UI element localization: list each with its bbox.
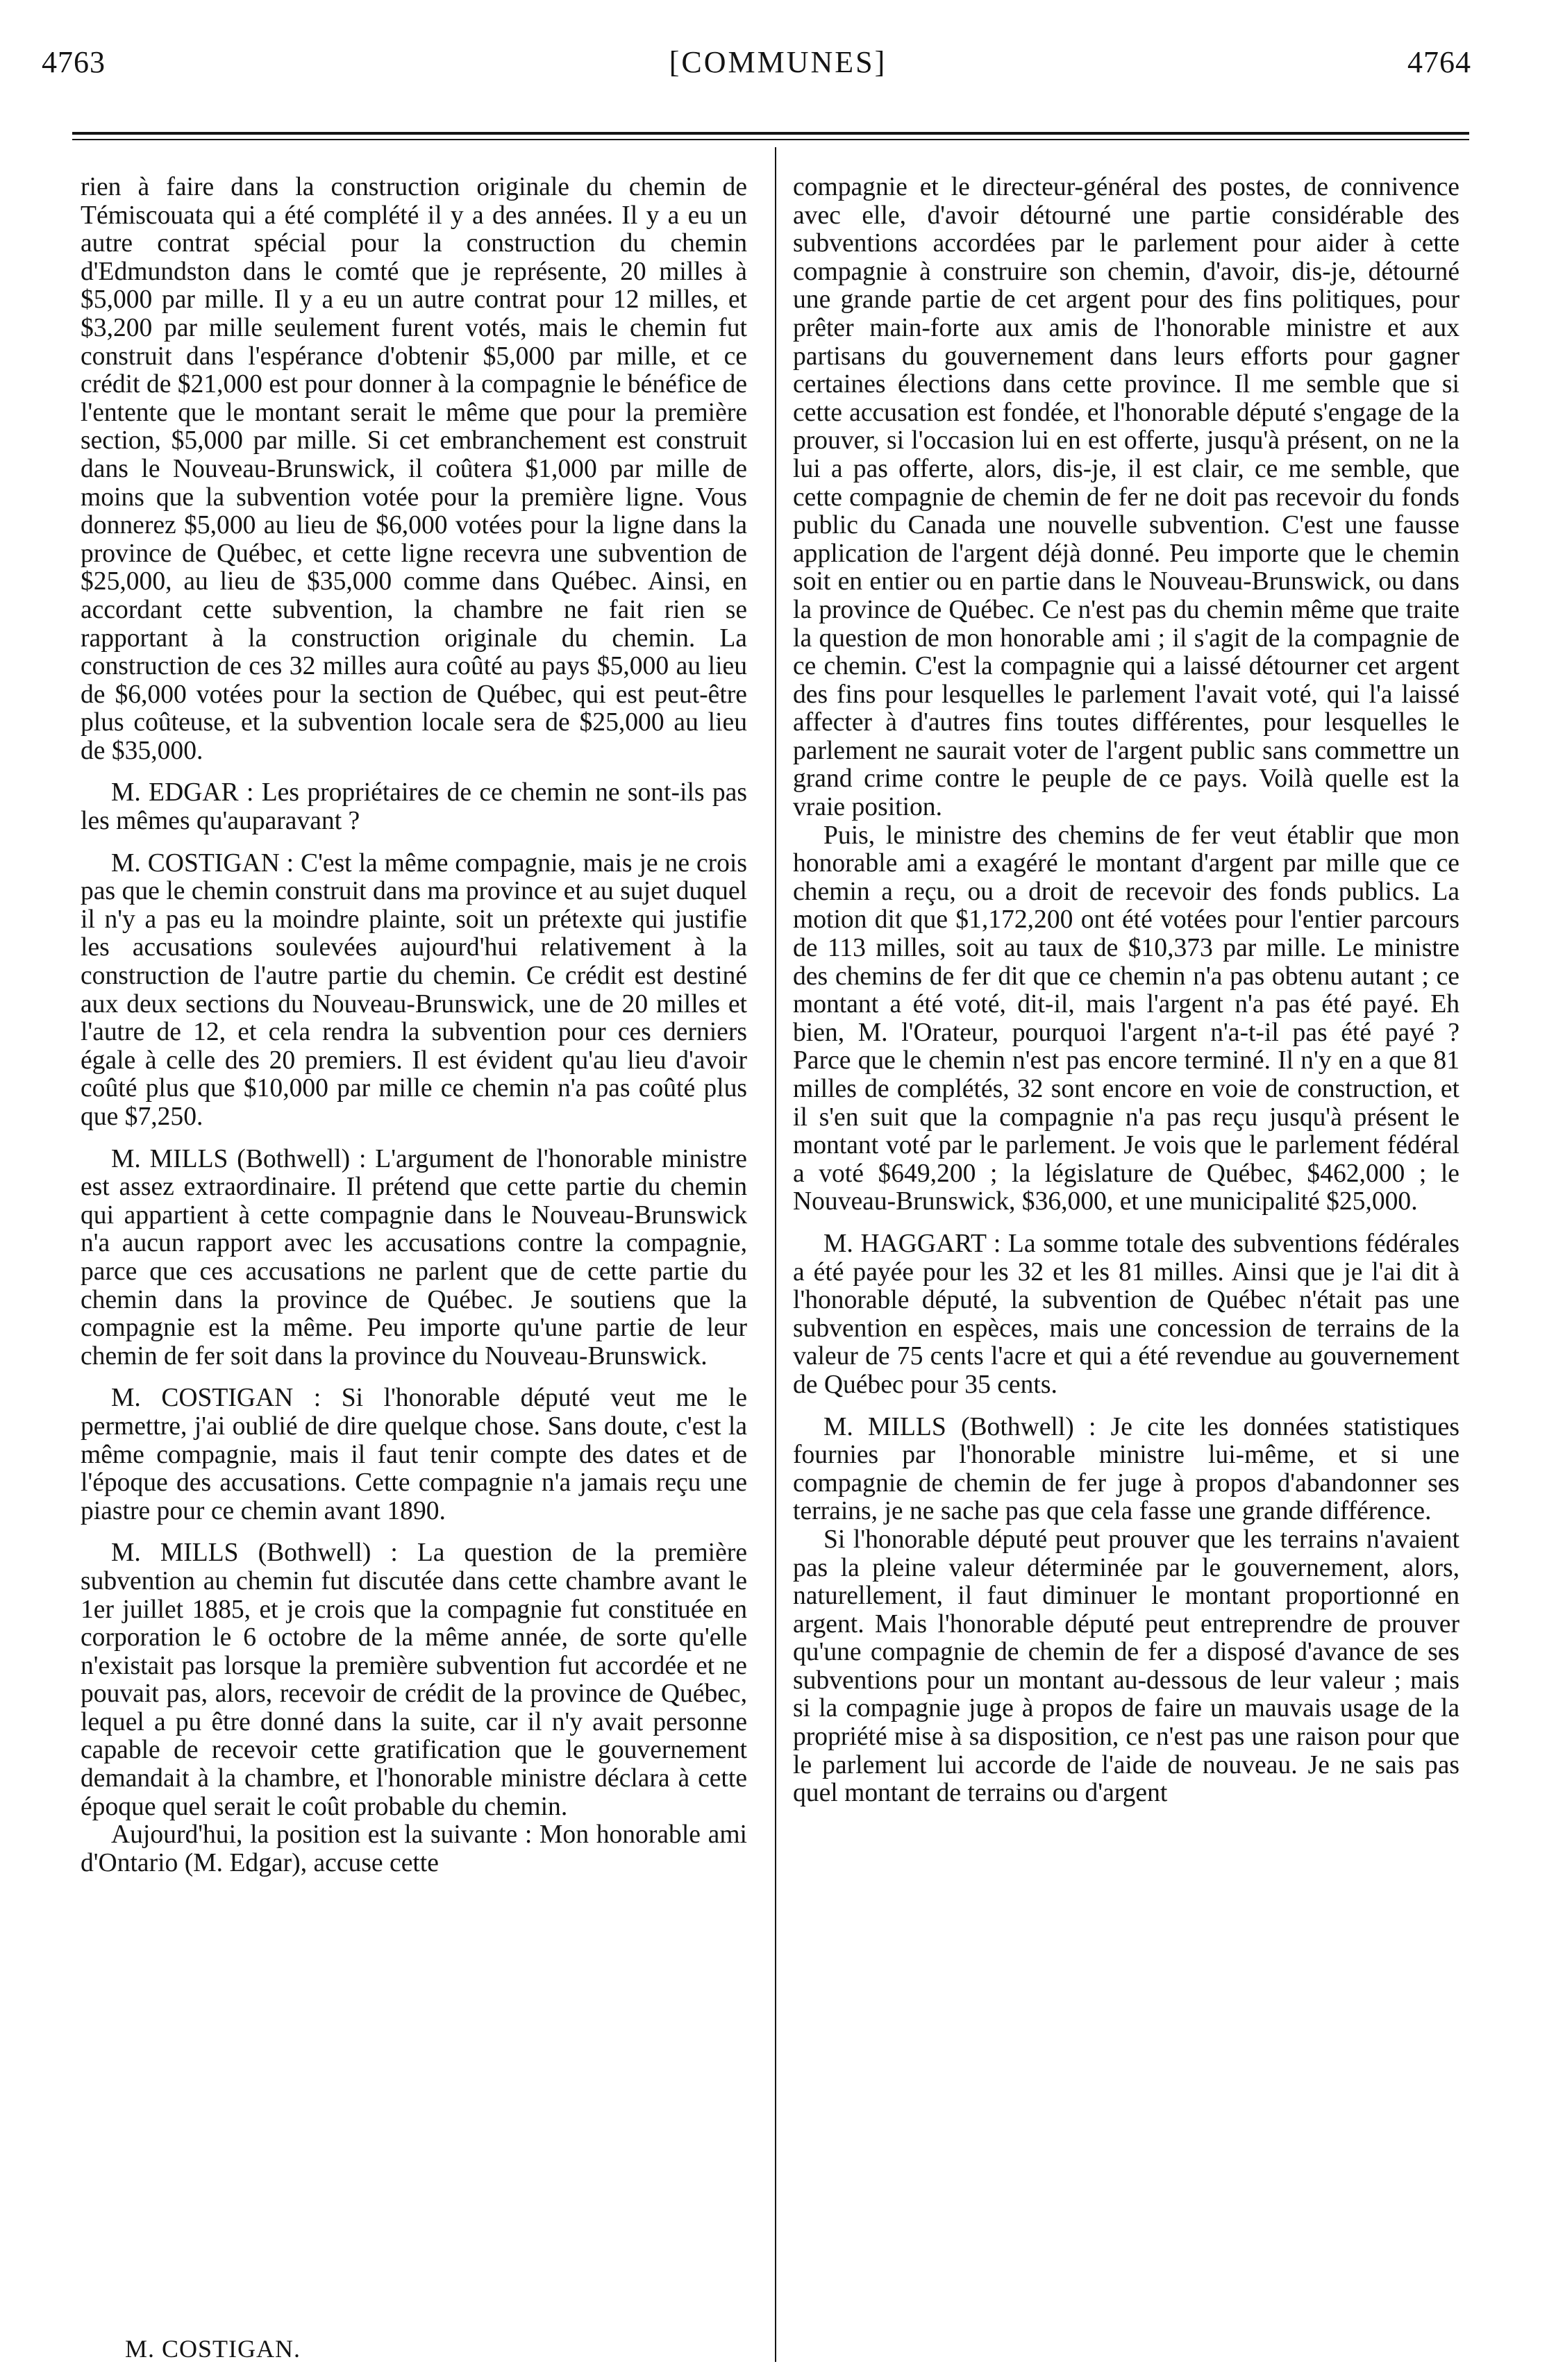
page-number-left: 4763 [42, 45, 106, 79]
header-rule-thick [72, 132, 1469, 135]
paragraph: M. COSTIGAN : C'est la même compagnie, mais je ne crois pas que le chemin construit dans ma province et au sujet duquel il n'y a pas eu la moindre plainte, soit un prétexte qui justifie les accusations soulevées aujourd'hui relativement à la construction de l'autre partie du chemin. Ce crédit est destiné aux deux sections du Nouveau-Brunswick, une de 20 milles et l'autre de 12, et cela rendra la subvention pour ces derniers égale à celle des 20 premiers. Il est évident qu'au lieu d'avoir coûté plus que $10,000 par mille ce chemin n'a pas coûté plus que $7,250. [81, 848, 747, 1131]
header-rule-thin [72, 139, 1469, 140]
page-footer-catchword: M. COSTIGAN. [125, 2335, 301, 2363]
page-number-right: 4764 [1407, 45, 1471, 79]
left-column [81, 174, 747, 1877]
paragraph: M. MILLS (Bothwell) : La question de la première subvention au chemin fut discutée dans cette chambre avant le 1er juillet 1885, et je crois que la compagnie fut constituée en corporation le 6 octobre de la même année, de sorte qu'elle n'existait pas lorsque la première subvention fut accordée et ne pouvait pas, alors, recevoir de crédit de la province de Québec, lequel a pu être donné dans la suite, car il n'y avait personne capable de recevoir cette gratification que le gouvernement demandait à la chambre, et l'honorable ministre déclara à cette époque quel serait le coût probable du chemin. [81, 1539, 747, 1821]
paragraph: Puis, le ministre des chemins de fer veut établir que mon honorable ami a exagéré le montant d'argent par mille que ce chemin a reçu, ou a droit de recevoir des fonds publics. La motion dit que $1,172,200 ont été votées pour l'entier parcours de 113 milles, soit au taux de $10,373 par mille. Le ministre des chemins de fer dit que ce chemin n'a pas obtenu autant ; ce montant a été voté, dit-il, mais l'argent n'a pas été payé. Eh bien, M. l'Orateur, pourquoi l'argent n'a-t-il pas été payé ? Parce que le chemin n'est pas encore terminé. Il n'y en a que 81 milles de complétés, 32 sont encore en voie de construction, et il s'en suit que la compagnie n'a pas reçu jusqu'à présent le montant voté par le parlement. Je vois que le parlement fédéral a voté $649,200 ; la législature de Québec, $462,000 ; le Nouveau-Brunswick, $36,000, et une municipalité $25,000. [793, 821, 1459, 1216]
paragraph: M. MILLS (Bothwell) : Je cite les données statistiques fournies par l'honorable ministre lui-même, et si une compagnie de chemin de fer juge à propos d'abandonner ses terrains, je ne sache pas que cela fasse une grande différence. [793, 1412, 1459, 1526]
paragraph: Si l'honorable député peut prouver que les terrains n'avaient pas la pleine valeur déterminée par le gouvernement, alors, naturellement, il faut diminuer le montant proportionné en argent. Mais l'honorable député peut entreprendre de prouver qu'une compagnie de chemin de fer a disposé d'avance de ses subventions pour un montant au-dessous de leur valeur ; mais si la compagnie juge à propos de faire un mauvais usage de la propriété mise à sa disposition, ce n'est pas une raison pour que le parlement lui accorde de l'aide de nouveau. Je ne sais pas quel montant de terrains ou d'argent [793, 1525, 1459, 1808]
paragraph: Aujourd'hui, la position est la suivante : Mon honorable ami d'Ontario (M. Edgar), accuse cette [81, 1820, 747, 1877]
right-column [793, 174, 1459, 1808]
paragraph: compagnie et le directeur-général des postes, de connivence avec elle, d'avoir détourné une partie considérable des subventions accordées par le parlement pour aider à cette compagnie à construire son chemin, d'avoir, dis-je, détourné une grande partie de cet argent pour des fins politiques, pour prêter main-forte aux amis de l'honorable ministre et aux partisans du gouvernement dans leurs efforts pour gagner certaines élections dans cette province. Il me semble que si cette accusation est fondée, et l'honorable député s'engage de la prouver, si l'occasion lui en est offerte, jusqu'à présent, on ne la lui a pas offerte, alors, dis-je, il est clair, ce me semble, que cette compagnie de chemin de fer ne doit pas recevoir du fonds public du Canada une nouvelle subvention. C'est une fausse application de l'argent déjà donné. Peu importe que le chemin soit en entier ou en partie dans le Nouveau-Brunswick, ou dans la province de Québec. Ce n'est pas du chemin même que traite la question de mon honorable ami ; il s'agit de la compagnie de ce chemin. C'est la compagnie qui a laissé détourner cet argent des fins pour lesquelles le parlement l'avait voté, qui l'a laissé affecter à d'autres fins toutes différentes, pour lesquelles le parlement ne saurait voter de l'argent public sans commettre un grand crime contre le peuple de ce pays. Voilà quelle est la vraie position. [793, 173, 1459, 822]
paragraph: M. HAGGART : La somme totale des subventions fédérales a été payée pour les 32 et les 81 milles. Ainsi que je l'ai dit à l'honorable député, la subvention de Québec n'était pas une subvention en espèces, mais une concession de terrains de la valeur de 75 cents l'acre et qui a été revendue au gouvernement de Québec pour 35 cents. [793, 1229, 1459, 1399]
column-divider [775, 147, 776, 2362]
page-title: [COMMUNES] [669, 45, 887, 79]
paragraph: M. MILLS (Bothwell) : L'argument de l'honorable ministre est assez extraordinaire. Il prétend que cette partie du chemin qui appartient à cette compagnie dans le Nouveau-Brunswick n'a aucun rapport avec les accusations contre la compagnie, parce que ces accusations ne parlent que de cette partie du chemin dans la province de Québec. Je soutiens que la compagnie est la même. Peu importe qu'une partie de leur chemin de fer soit dans la province du Nouveau-Brunswick. [81, 1144, 747, 1371]
paragraph: M. COSTIGAN : Si l'honorable député veut me le permettre, j'ai oublié de dire quelque chose. Sans doute, c'est la même compagnie, mais il faut tenir compte des dates et de l'époque des accusations. Cette compagnie n'a jamais reçu une piastre pour ce chemin avant 1890. [81, 1384, 747, 1525]
paragraph: rien à faire dans la construction originale du chemin de Témiscouata qui a été complété il y a des années. Il y a eu un autre contrat spécial pour la construction du chemin d'Edmundston dans le comté que je représente, 20 milles à $5,000 par mille. Il y a eu un autre contrat pour 12 milles, et $3,200 par mille seulement furent votés, mais le chemin fut construit dans l'espérance d'obtenir $5,000 par mille, et ce crédit de $21,000 est pour donner à la compagnie le bénéfice de l'entente que le montant serait le même que pour la première section, $5,000 par mille. Si cet embranchement est construit dans le Nouveau-Brunswick, il coûtera $1,000 par mille de moins que la subvention votée pour la première ligne. Vous donnerez $5,000 au lieu de $6,000 votées pour la ligne dans la province de Québec, et cette ligne recevra une subvention de $25,000, au lieu de $35,000 comme dans Québec. Ainsi, en accordant cette subvention, la chambre ne fait rien se rapportant à la construction originale du chemin. La construction de ces 32 milles aura coûté au pays $5,000 au lieu de $6,000 votées pour la section de Québec, qui est peut-être plus coûteuse, et la subvention locale sera de $25,000 au lieu de $35,000. [81, 173, 747, 765]
paragraph: M. EDGAR : Les propriétaires de ce chemin ne sont-ils pas les mêmes qu'auparavant ? [81, 778, 747, 836]
